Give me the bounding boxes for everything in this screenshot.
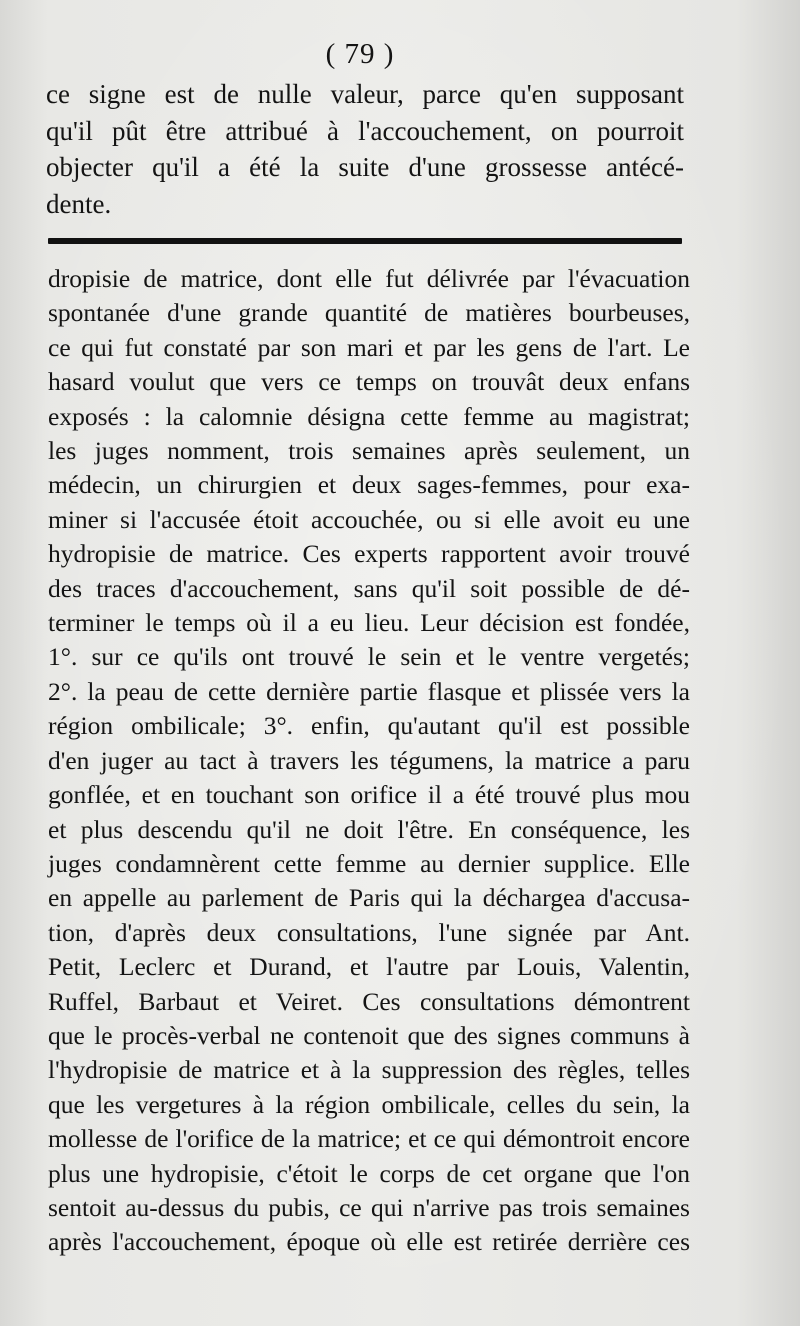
- text-line: juges condamnèrent cette femme au dernier supplice. Elle: [48, 848, 690, 878]
- text-line: ce qui fut constaté par son mari et par les gens de l'art. Le: [48, 332, 690, 362]
- text-line: dropisie de matrice, dont elle fut délivrée par l'évacuation: [48, 264, 690, 293]
- text-line: les juges nomment, trois semaines après seulement, un: [48, 436, 690, 466]
- text-line: terminer le temps où il a eu lieu. Leur décision est fondée,: [48, 608, 690, 638]
- text-line: en appelle au parlement de Paris qui la déchargea d'accusa-: [48, 883, 690, 913]
- text-line: d'en juger au tact à travers les tégumens, la matrice a paru: [48, 745, 690, 775]
- text-line: exposés : la calomnie désigna cette femme au magistrat;: [48, 401, 690, 431]
- main-paragraph: [48, 262, 690, 1260]
- text-line: région ombilicale; 3°. enfin, qu'autant qu'il est possible: [48, 711, 690, 741]
- text-line: après l'accouchement, époque où elle est retirée derrière ces: [48, 1227, 690, 1257]
- page-number: ( 79 ): [325, 38, 395, 70]
- text-line: objecter qu'il a été la suite d'une grossesse antécé-: [46, 152, 684, 182]
- text-line: gonflée, et en touchant son orifice il a été trouvé plus mou: [48, 780, 690, 810]
- text-line: sentoit au-dessus du pubis, ce qui n'arrive pas trois semaines: [48, 1192, 690, 1222]
- text-line: mollesse de l'orifice de la matrice; et ce qui démontroit encore: [48, 1124, 690, 1154]
- text-line: 1°. sur ce qu'ils ont trouvé le sein et le ventre vergetés;: [48, 642, 690, 672]
- text-line: plus une hydropisie, c'étoit le corps de cet organe que l'on: [48, 1158, 690, 1188]
- text-line: spontanée d'une grande quantité de matières bourbeuses,: [48, 298, 690, 328]
- text-line: l'hydropisie de matrice et à la suppression des règles, telles: [48, 1055, 690, 1085]
- text-line: hydropisie de matrice. Ces experts rapportent avoir trouvé: [48, 539, 690, 569]
- text-line: ce signe est de nulle valeur, parce qu'en supposant: [46, 79, 684, 109]
- text-line: qu'il pût être attribué à l'accouchement, on pourroit: [46, 115, 684, 146]
- separator-rule: [48, 238, 682, 244]
- text-line: médecin, un chirurgien et deux sages-femmes, pour exa-: [48, 470, 690, 500]
- text-line: dente.: [46, 188, 112, 219]
- text-line: miner si l'accusée étoit accouchée, ou si elle avoit eu une: [48, 504, 690, 534]
- text-line: 2°. la peau de cette dernière partie flasque et plissée vers la: [48, 676, 690, 706]
- top-paragraph: [46, 76, 684, 222]
- text-line: Ruffel, Barbaut et Veiret. Ces consultations démontrent: [48, 986, 690, 1016]
- text-line: tion, d'après deux consultations, l'une signée par Ant.: [48, 917, 690, 947]
- text-line: que les vergetures à la région ombilicale, celles du sein, la: [48, 1089, 690, 1119]
- text-line: des traces d'accouchement, sans qu'il soit possible de dé-: [48, 573, 690, 603]
- text-line: hasard voulut que vers ce temps on trouvât deux enfans: [48, 367, 690, 397]
- text-line: et plus descendu qu'il ne doit l'être. En conséquence, les: [48, 814, 690, 844]
- text-line: que le procès-verbal ne contenoit que des signes communs à: [48, 1020, 690, 1050]
- text-line: Petit, Leclerc et Durand, et l'autre par Louis, Valentin,: [48, 952, 690, 982]
